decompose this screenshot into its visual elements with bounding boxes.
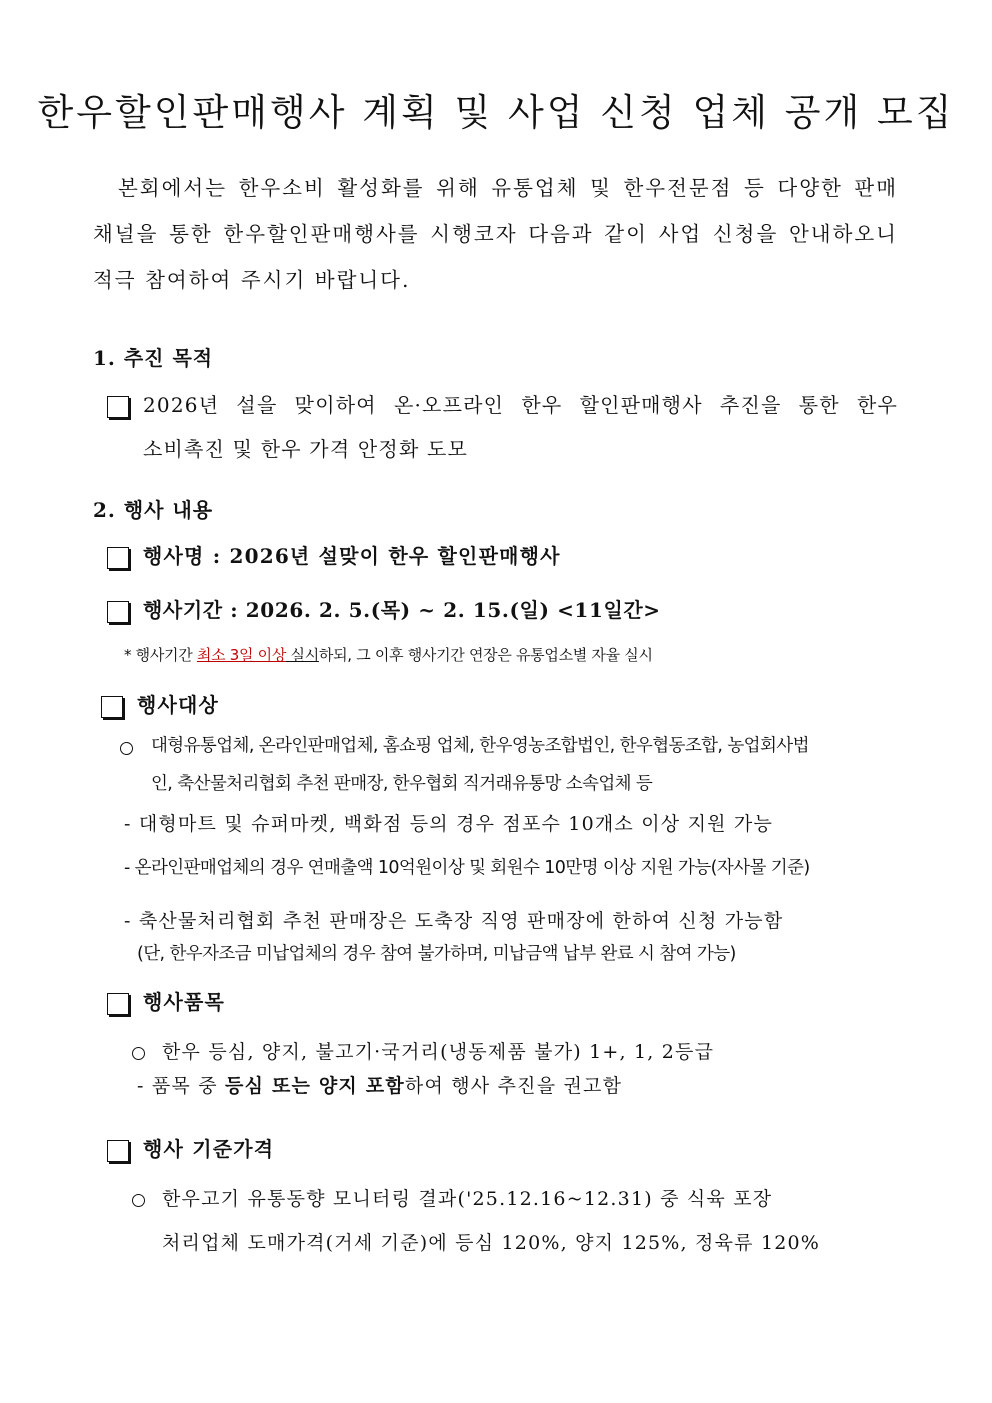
event-period: 행사기간 : 2026. 2. 5.(목) ~ 2. 15.(일) <11일간> — [143, 598, 661, 622]
target-dash-3: - 축산물처리협회 추천 판매장은 도축장 직영 판매장에 한하여 신청 가능함 — [124, 910, 784, 932]
note-prefix: * 행사기간 — [124, 646, 197, 664]
purpose-line-2: 소비촉진 및 한우 가격 안정화 도모 — [143, 437, 469, 461]
event-name: 행사명 : 2026년 설맞이 한우 할인판매행사 — [143, 544, 561, 568]
checkbox-square-icon — [107, 601, 129, 623]
section-1-heading: 1. 추진 목적 — [93, 346, 214, 370]
intro-line-2: 채널을 통한 한우할인판매행사를 시행코자 다음과 같이 사업 신청을 안내하오니 — [93, 222, 898, 246]
target-bullet-line-1: 대형유통업체, 온라인판매업체, 홈쇼핑 업체, 한우영농조합법인, 한우협동조합, 농업회사법 — [151, 736, 809, 756]
event-period-note — [124, 648, 653, 663]
target-heading: 행사대상 — [137, 693, 220, 717]
note-underlined: 실시 — [286, 646, 319, 664]
checkbox-square-icon — [101, 696, 123, 718]
circle-bullet-icon — [120, 742, 133, 755]
circle-bullet-icon — [132, 1047, 145, 1060]
note-highlight: 최소 3일 이상 — [196, 646, 287, 664]
items-dash-bold: 등심 또는 양지 포함 — [225, 1075, 405, 1097]
checkbox-square-icon — [107, 396, 129, 418]
price-bullet-line-1: 한우고기 유통동향 모니터링 결과('25.12.16~12.31) 중 식육 포장 — [162, 1188, 773, 1210]
target-dash-2: - 온라인판매업체의 경우 연매출액 10억원이상 및 회원수 10만명 이상 지원 가능(자사몰 기준) — [124, 858, 810, 878]
items-heading: 행사품목 — [143, 990, 226, 1014]
target-bullet-line-2: 인, 축산물처리협회 추천 판매장, 한우협회 직거래유통망 소속업체 등 — [151, 774, 653, 794]
checkbox-square-icon — [107, 993, 129, 1015]
checkbox-square-icon — [107, 547, 129, 569]
target-dash-1: - 대형마트 및 슈퍼마켓, 백화점 등의 경우 점포수 10개소 이상 지원 가능 — [124, 813, 774, 835]
note-suffix: 하되, 그 이후 행사기간 연장은 유통업소별 자율 실시 — [318, 646, 653, 664]
items-bullet: 한우 등심, 양지, 불고기·국거리(냉동제품 불가) 1+, 1, 2등급 — [162, 1041, 715, 1063]
items-dash-prefix: - 품목 중 — [137, 1075, 226, 1097]
target-dash-3-sub: (단, 한우자조금 미납업체의 경우 참여 불가하며, 미납금액 납부 완료 시 참여 가능) — [137, 944, 736, 964]
circle-bullet-icon — [132, 1194, 145, 1207]
intro-line-1: 본회에서는 한우소비 활성화를 위해 유통업체 및 한우전문점 등 다양한 판매 — [118, 176, 898, 200]
purpose-line-1: 2026년 설을 맞이하여 온·오프라인 한우 할인판매행사 추진을 통한 한우 — [143, 393, 898, 417]
items-dash — [137, 1077, 622, 1096]
page-title: 한우할인판매행사 계획 및 사업 신청 업체 공개 모집 — [37, 91, 955, 134]
section-2-heading: 2. 행사 내용 — [93, 498, 214, 522]
checkbox-square-icon — [107, 1140, 129, 1162]
price-bullet-line-2: 처리업체 도매가격(거세 기준)에 등심 120%, 양지 125%, 정육류 120% — [162, 1232, 821, 1254]
price-heading: 행사 기준가격 — [143, 1137, 275, 1161]
intro-line-3: 적극 참여하여 주시기 바랍니다. — [93, 268, 411, 292]
items-dash-suffix: 하여 행사 추진을 권고함 — [404, 1075, 623, 1097]
